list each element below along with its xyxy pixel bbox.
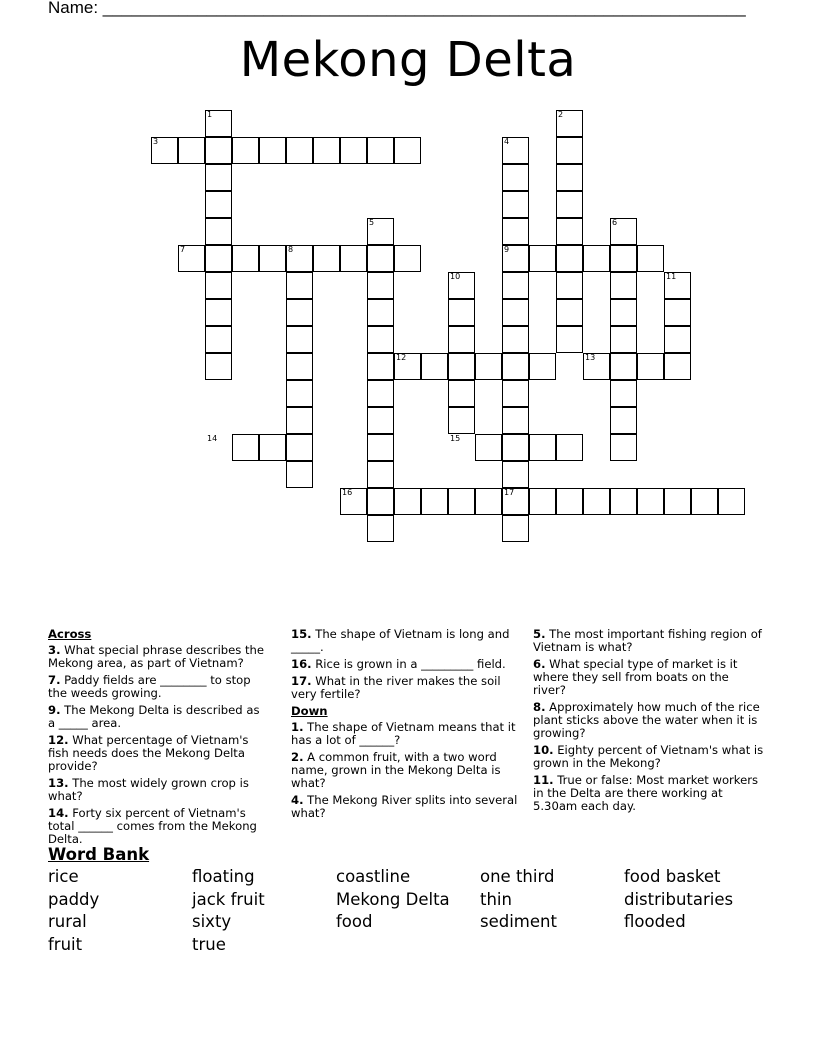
word-bank-item: Mekong Delta bbox=[336, 889, 450, 909]
across-clue-list bbox=[48, 644, 270, 846]
word-bank-item: sediment bbox=[480, 912, 557, 932]
grid-cell[interactable] bbox=[286, 137, 313, 164]
word-bank-item: fruit bbox=[48, 935, 83, 955]
grid-cell[interactable] bbox=[664, 326, 691, 353]
word-bank-item: floating bbox=[192, 867, 255, 886]
word-bank-item: jack fruit bbox=[192, 889, 265, 909]
grid-cell[interactable] bbox=[556, 326, 583, 353]
grid-cell[interactable] bbox=[556, 218, 583, 245]
grid-cell[interactable] bbox=[448, 380, 475, 407]
grid-cell[interactable] bbox=[610, 245, 637, 272]
clue bbox=[48, 704, 270, 730]
grid-cell[interactable] bbox=[286, 326, 313, 353]
grid-cell[interactable] bbox=[448, 353, 475, 380]
clue-number: 14. bbox=[48, 806, 69, 820]
clue-text: Paddy fields are ________ to stop the weeds growing. bbox=[48, 673, 251, 700]
clue bbox=[291, 658, 519, 671]
grid-cell[interactable] bbox=[637, 353, 664, 380]
clue-number: 4. bbox=[291, 793, 304, 807]
clue-number: 11 bbox=[666, 272, 677, 281]
grid-cell[interactable] bbox=[286, 407, 313, 434]
clues-column-2 bbox=[291, 628, 519, 824]
grid-cell[interactable] bbox=[205, 353, 232, 380]
clue bbox=[533, 701, 765, 740]
grid-cell[interactable] bbox=[367, 137, 394, 164]
grid-cell[interactable] bbox=[502, 272, 529, 299]
clue-text: Forty six percent of Vietnam's total ______ comes from the Mekong Delta. bbox=[48, 806, 257, 846]
grid-cell[interactable] bbox=[583, 488, 610, 515]
grid-cell[interactable] bbox=[610, 407, 637, 434]
grid-cell[interactable] bbox=[313, 245, 340, 272]
clue bbox=[291, 628, 519, 654]
clue bbox=[533, 774, 765, 813]
clue bbox=[533, 628, 765, 654]
clue bbox=[291, 794, 519, 820]
clue-number: 12. bbox=[48, 733, 69, 747]
clue-number: 3 bbox=[153, 137, 159, 146]
grid-cell[interactable] bbox=[475, 353, 502, 380]
clue-text: Eighty percent of Vietnam's what is grown in the Mekong? bbox=[533, 743, 764, 770]
clue-number: 13 bbox=[585, 353, 596, 362]
clue-text: A common fruit, with a two word name, grown in the Mekong Delta is what? bbox=[291, 750, 501, 790]
word-bank-item: distributaries bbox=[624, 889, 734, 909]
grid-cell[interactable] bbox=[205, 218, 232, 245]
clue bbox=[291, 675, 519, 701]
grid-cell[interactable] bbox=[664, 353, 691, 380]
clue bbox=[48, 777, 270, 803]
grid-cell[interactable] bbox=[367, 245, 394, 272]
grid-cell[interactable] bbox=[286, 434, 313, 461]
grid-cell[interactable] bbox=[286, 272, 313, 299]
word-bank-item: one third bbox=[480, 867, 555, 886]
name-field[interactable]: Name: ____________________________________________________________________ bbox=[48, 0, 746, 17]
grid-cell[interactable] bbox=[610, 326, 637, 353]
clue-text: The shape of Vietnam means that it has a lot of ______? bbox=[291, 720, 516, 747]
clue bbox=[48, 807, 270, 846]
word-bank-item: food bbox=[336, 912, 373, 932]
down-clue-list bbox=[291, 721, 519, 820]
grid-cell[interactable] bbox=[637, 245, 664, 272]
grid-cell[interactable] bbox=[529, 353, 556, 380]
grid-cell[interactable] bbox=[448, 299, 475, 326]
clue-number: 6 bbox=[612, 218, 618, 227]
grid-cell[interactable] bbox=[664, 299, 691, 326]
grid-cell[interactable] bbox=[556, 191, 583, 218]
grid-cell[interactable] bbox=[340, 137, 367, 164]
across-clue-list-continued bbox=[291, 628, 519, 701]
down-clue-list-continued bbox=[533, 628, 765, 813]
word-bank-item: flooded bbox=[624, 912, 686, 932]
grid-cell[interactable] bbox=[259, 137, 286, 164]
clue-text: True or false: Most market workers in the Delta are there working at 5.30am each day. bbox=[533, 773, 759, 813]
clue-number: 13. bbox=[48, 776, 69, 790]
grid-cell[interactable] bbox=[556, 434, 583, 461]
clue-number: 7. bbox=[48, 673, 61, 687]
grid-cell[interactable] bbox=[394, 137, 421, 164]
grid-cell[interactable] bbox=[502, 407, 529, 434]
clue-number: 17. bbox=[291, 674, 312, 688]
grid-cell[interactable] bbox=[691, 488, 718, 515]
grid-cell[interactable] bbox=[259, 434, 286, 461]
grid-cell[interactable] bbox=[475, 434, 502, 461]
word-bank-item: rural bbox=[48, 912, 87, 932]
clue-number: 10 bbox=[450, 272, 461, 281]
clue-text: What in the river makes the soil very fertile? bbox=[291, 674, 501, 701]
clue-text: What special phrase describes the Mekong area, as part of Vietnam? bbox=[48, 643, 265, 670]
word-bank-item: thin bbox=[480, 889, 512, 909]
grid-cell[interactable] bbox=[367, 434, 394, 461]
word-bank-title: Word Bank bbox=[48, 845, 150, 864]
grid-cell[interactable] bbox=[286, 380, 313, 407]
clue-number: 17 bbox=[504, 488, 515, 497]
clue bbox=[48, 644, 270, 670]
clue-text: The most important fishing region of Vietnam is what? bbox=[533, 627, 762, 654]
clue-text: What percentage of Vietnam's fish needs does the Mekong Delta provide? bbox=[48, 733, 249, 773]
grid-cell[interactable] bbox=[637, 488, 664, 515]
grid-cell[interactable] bbox=[610, 353, 637, 380]
clue-number: 9 bbox=[504, 245, 510, 254]
grid-cell[interactable] bbox=[205, 191, 232, 218]
grid-cell[interactable] bbox=[205, 245, 232, 272]
grid-cell[interactable] bbox=[556, 137, 583, 164]
across-heading: Across bbox=[48, 627, 92, 641]
clues-column-3 bbox=[533, 628, 765, 817]
clue-number: 16 bbox=[342, 488, 353, 497]
grid-cell[interactable] bbox=[205, 299, 232, 326]
grid-cell[interactable] bbox=[610, 380, 637, 407]
grid-cell[interactable] bbox=[367, 326, 394, 353]
grid-cell[interactable] bbox=[556, 272, 583, 299]
clue-number: 10. bbox=[533, 743, 554, 757]
grid-cell[interactable] bbox=[502, 515, 529, 542]
grid-cell[interactable] bbox=[610, 299, 637, 326]
clue-number: 2. bbox=[291, 750, 304, 764]
grid-cell[interactable] bbox=[502, 299, 529, 326]
grid-cell[interactable] bbox=[475, 488, 502, 515]
grid-cell[interactable] bbox=[529, 488, 556, 515]
clue-number: 9. bbox=[48, 703, 61, 717]
grid-cell[interactable] bbox=[367, 299, 394, 326]
grid-cell[interactable] bbox=[421, 353, 448, 380]
grid-cell[interactable] bbox=[664, 488, 691, 515]
grid-cell[interactable] bbox=[502, 326, 529, 353]
word-bank-item: coastline bbox=[336, 867, 411, 886]
clue-number: 4 bbox=[504, 137, 510, 146]
clue-number: 2 bbox=[558, 110, 564, 119]
grid-cell[interactable] bbox=[367, 407, 394, 434]
grid-cell[interactable] bbox=[232, 434, 259, 461]
grid-cell[interactable] bbox=[394, 488, 421, 515]
grid-cell[interactable] bbox=[502, 434, 529, 461]
grid-cell[interactable] bbox=[421, 488, 448, 515]
page-title: Mekong Delta bbox=[239, 32, 577, 88]
clue-number: 1 bbox=[207, 110, 213, 119]
grid-cell[interactable] bbox=[502, 353, 529, 380]
grid-cell[interactable] bbox=[178, 137, 205, 164]
grid-cell[interactable] bbox=[205, 164, 232, 191]
clue-text: Rice is grown in a _________ field. bbox=[311, 657, 506, 671]
clue-number: 15 bbox=[450, 434, 461, 443]
word-bank-item: food basket bbox=[624, 867, 721, 886]
clue-number: 6. bbox=[533, 657, 546, 671]
clue-number: 15. bbox=[291, 627, 312, 641]
grid-cell[interactable] bbox=[529, 434, 556, 461]
grid-cell[interactable] bbox=[286, 299, 313, 326]
grid-cell[interactable] bbox=[205, 326, 232, 353]
grid-cell[interactable] bbox=[556, 164, 583, 191]
grid-cell[interactable] bbox=[367, 515, 394, 542]
clue-text: The Mekong River splits into several what? bbox=[291, 793, 518, 820]
grid-cell[interactable] bbox=[556, 299, 583, 326]
grid-cell[interactable] bbox=[394, 245, 421, 272]
grid-cell[interactable] bbox=[502, 380, 529, 407]
clue-number: 5. bbox=[533, 627, 546, 641]
grid-cell[interactable] bbox=[205, 137, 232, 164]
clue-number: 7 bbox=[180, 245, 186, 254]
clue-text: What special type of market is it where they sell from boats on the river? bbox=[533, 657, 738, 697]
clue bbox=[533, 744, 765, 770]
clue-number: 5 bbox=[369, 218, 375, 227]
clue-number: 1. bbox=[291, 720, 304, 734]
clues-column-1 bbox=[48, 628, 270, 850]
clue-number: 8. bbox=[533, 700, 546, 714]
grid-cell[interactable] bbox=[448, 326, 475, 353]
grid-cell[interactable] bbox=[610, 488, 637, 515]
down-heading: Down bbox=[291, 704, 328, 718]
clue-number: 11. bbox=[533, 773, 554, 787]
clue-number: 3. bbox=[48, 643, 61, 657]
grid-cell[interactable] bbox=[718, 488, 745, 515]
word-bank-item: true bbox=[192, 935, 226, 955]
grid-cell[interactable] bbox=[259, 245, 286, 272]
grid-cell[interactable] bbox=[448, 488, 475, 515]
grid-cell[interactable] bbox=[286, 461, 313, 488]
grid-cell[interactable] bbox=[502, 164, 529, 191]
grid-cell[interactable] bbox=[232, 245, 259, 272]
grid-cell[interactable] bbox=[583, 245, 610, 272]
grid-cell[interactable] bbox=[340, 245, 367, 272]
grid-cell[interactable] bbox=[286, 353, 313, 380]
clue-text: The most widely grown crop is what? bbox=[48, 776, 249, 803]
grid-cell[interactable] bbox=[502, 461, 529, 488]
clue-number: 14 bbox=[207, 434, 218, 443]
grid-cell[interactable] bbox=[529, 245, 556, 272]
grid-cell[interactable] bbox=[610, 272, 637, 299]
clue bbox=[48, 734, 270, 773]
grid-cell[interactable] bbox=[367, 272, 394, 299]
grid-cell[interactable] bbox=[448, 407, 475, 434]
grid-cell[interactable] bbox=[502, 191, 529, 218]
clue bbox=[291, 751, 519, 790]
grid-cell[interactable] bbox=[232, 137, 259, 164]
grid-cell[interactable] bbox=[610, 434, 637, 461]
clue-number: 12 bbox=[396, 353, 407, 362]
word-bank-item: rice bbox=[48, 867, 79, 886]
grid-cell[interactable] bbox=[367, 380, 394, 407]
word-bank-item: sixty bbox=[192, 912, 232, 932]
grid-cell[interactable] bbox=[313, 137, 340, 164]
grid-cell[interactable] bbox=[556, 488, 583, 515]
word-bank bbox=[48, 867, 768, 958]
clue-text: Approximately how much of the rice plant sticks above the water when it is growing? bbox=[533, 700, 760, 740]
grid-cell[interactable] bbox=[205, 272, 232, 299]
clue bbox=[291, 721, 519, 747]
word-bank-item: paddy bbox=[48, 889, 100, 909]
clue-text: The shape of Vietnam is long and _____. bbox=[291, 627, 510, 654]
grid-cell[interactable] bbox=[367, 488, 394, 515]
clue bbox=[48, 674, 270, 700]
grid-cell[interactable] bbox=[367, 461, 394, 488]
grid-cell[interactable] bbox=[556, 245, 583, 272]
clue-number: 8 bbox=[288, 245, 294, 254]
clue bbox=[533, 658, 765, 697]
grid-cell[interactable] bbox=[367, 353, 394, 380]
grid-cell[interactable] bbox=[502, 218, 529, 245]
clue-number: 16. bbox=[291, 657, 312, 671]
clue-text: The Mekong Delta is described as a _____ area. bbox=[48, 703, 260, 730]
